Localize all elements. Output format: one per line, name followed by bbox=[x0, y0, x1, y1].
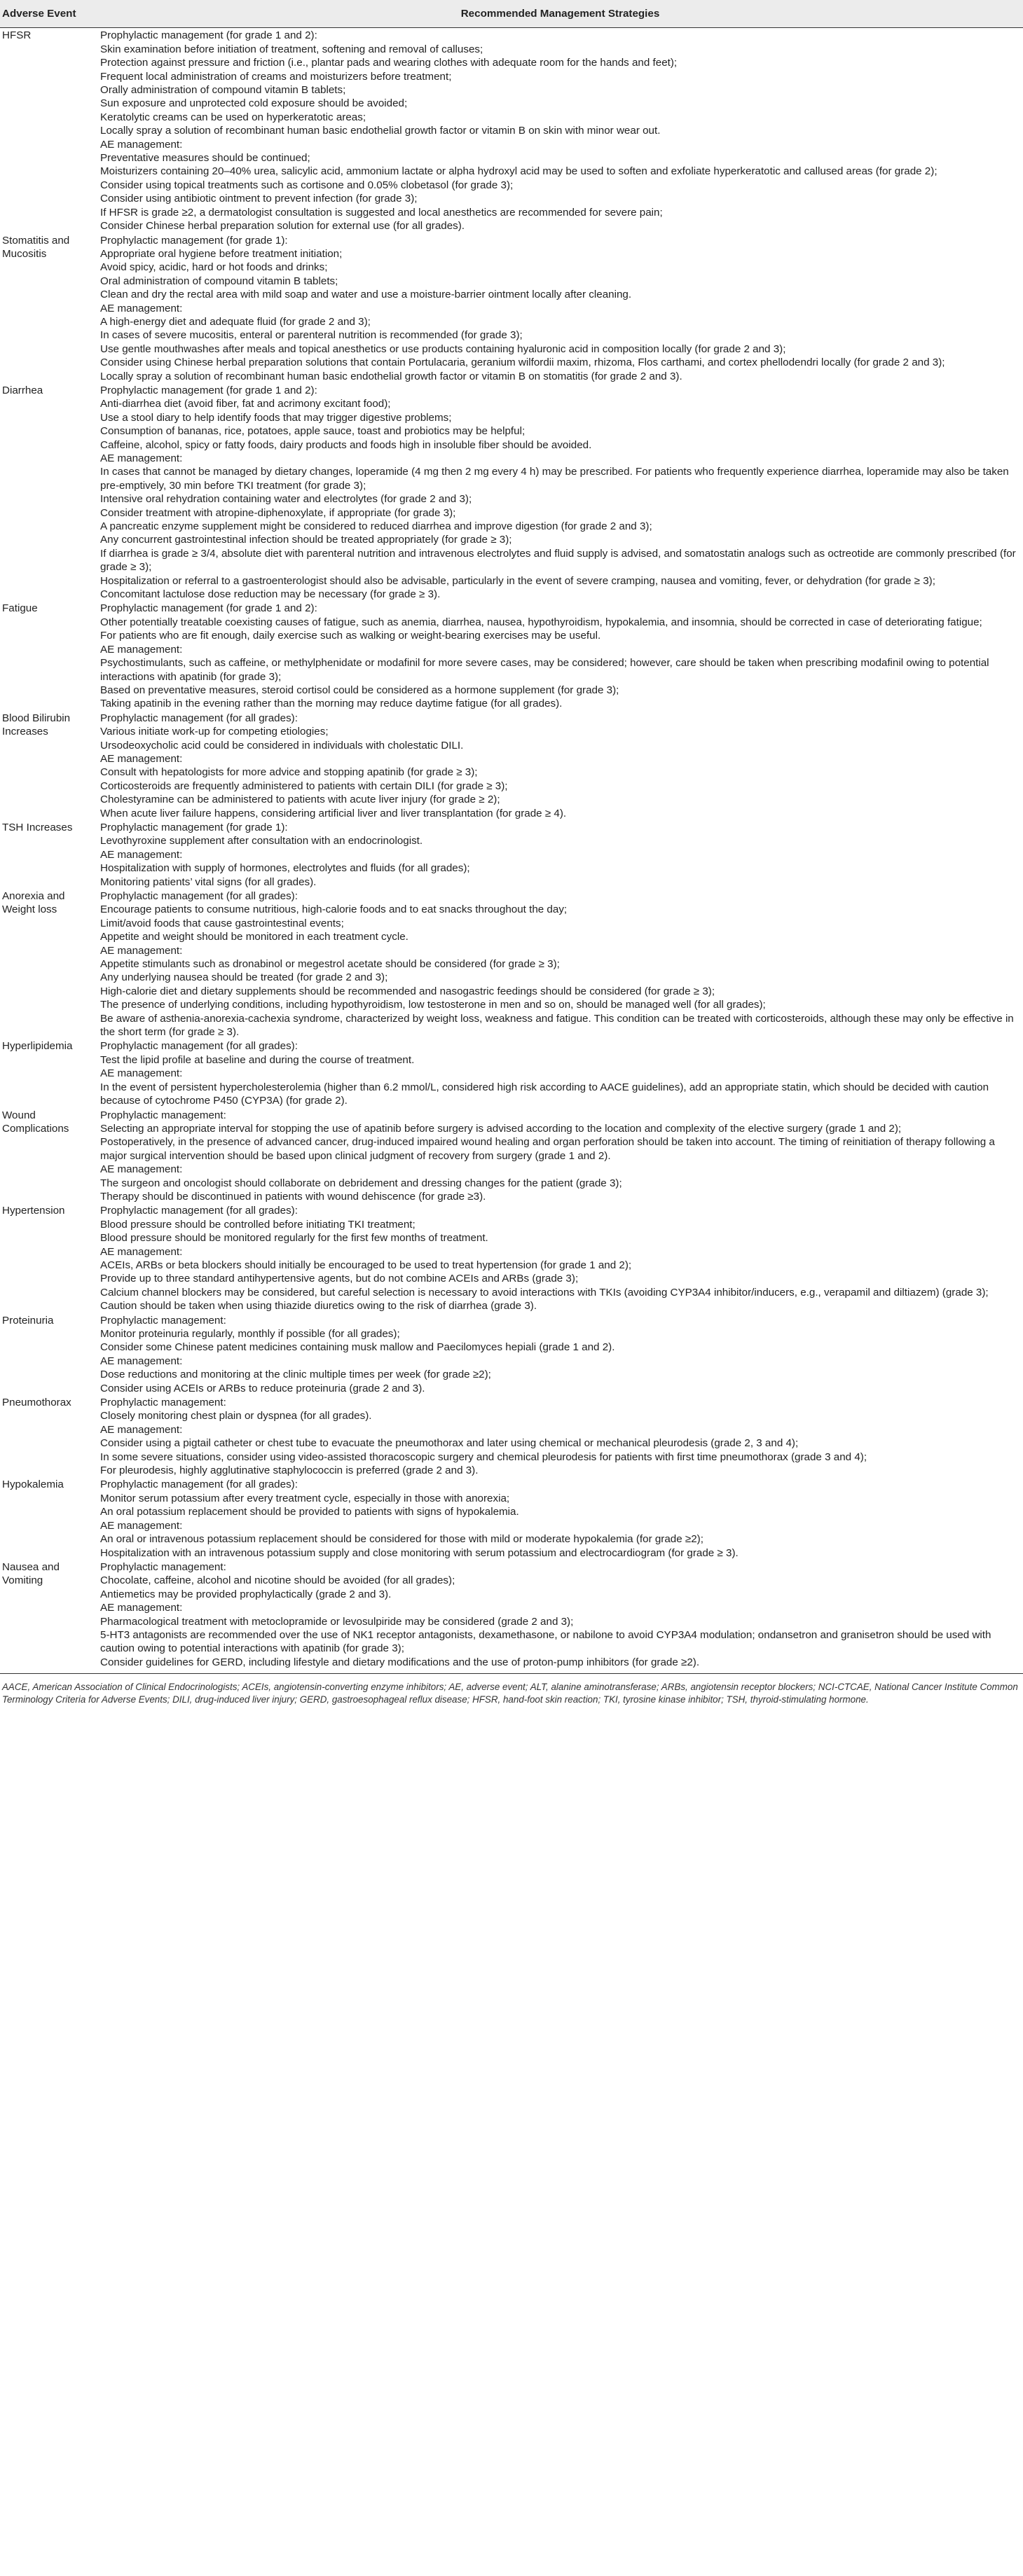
strategy-line: Appetite stimulants such as dronabinol or megestrol acetate should be considered (for grade ≥ 3); bbox=[100, 958, 560, 971]
table-row bbox=[0, 1560, 1023, 1669]
strategy-line: Consider using antibiotic ointment to prevent infection (for grade 3); bbox=[100, 193, 418, 205]
strategy-line: Protection against pressure and friction (i.e., plantar pads and wearing clothes with adequate room for the hands and feet); bbox=[100, 57, 678, 69]
strategy-line: Based on preventative measures, steroid cortisol could be considered as a hormone supplement (for grade 3); bbox=[100, 684, 619, 696]
strategy-line: Prophylactic management: bbox=[100, 1560, 226, 1573]
management-strategies bbox=[98, 1477, 1023, 1559]
table-row bbox=[0, 383, 1023, 602]
strategy-line: Use a stool diary to help identify foods that may trigger digestive problems; bbox=[100, 411, 452, 424]
table-row bbox=[0, 1039, 1023, 1107]
strategy-line: Encourage patients to consume nutritious, high-calorie foods and to eat snacks throughout the day; bbox=[100, 903, 568, 916]
strategy-line: Locally spray a solution of recombinant human basic endothelial growth factor or vitamin B on skin with minor wear out. bbox=[100, 125, 661, 137]
strategy-line: Preventative measures should be continued; bbox=[100, 152, 310, 165]
adverse-event-name: Blood Bilirubin Increases bbox=[2, 712, 71, 738]
strategy-line: Prophylactic management (for grade 1 and 2): bbox=[100, 384, 317, 396]
table-row bbox=[0, 1108, 1023, 1204]
strategy-line: Hospitalization or referral to a gastroenterologist should also be advisable, particularly in the event of severe cramping, nausea and vomiting, fever, or dehydration (for grade ≥ 3); bbox=[100, 574, 935, 587]
strategy-line: In cases of severe mucositis, enteral or parenteral nutrition is recommended (for grade 3); bbox=[100, 329, 523, 342]
strategy-line: Caffeine, alcohol, spicy or fatty foods, dairy products and foods high in insoluble fiber should be avoided. bbox=[100, 438, 592, 451]
strategy-line: Provide up to three standard antihypertensive agents, but do not combine ACEIs and ARBs (grade 3); bbox=[100, 1273, 579, 1285]
strategy-line: Hospitalization with an intravenous potassium supply and close monitoring with serum potassium and electrocardiogram (for grade ≥ 3). bbox=[100, 1546, 739, 1559]
strategy-line: Selecting an appropriate interval for stopping the use of apatinib before surgery is advised according to the location and complexity of the elective surgery (grade 1 and 2); bbox=[100, 1122, 902, 1135]
strategy-line: AE management: bbox=[100, 944, 183, 957]
management-strategies bbox=[98, 1560, 1023, 1669]
strategy-line: A high-energy diet and adequate fluid (for grade 2 and 3); bbox=[100, 315, 371, 328]
strategy-line: AE management: bbox=[100, 752, 183, 765]
table-body bbox=[0, 28, 1023, 1669]
strategy-line: Consider using ACEIs or ARBs to reduce proteinuria (grade 2 and 3). bbox=[100, 1382, 425, 1394]
strategy-line: Skin examination before initiation of treatment, softening and removal of calluses; bbox=[100, 43, 483, 55]
adverse-event-name: Stomatitis and Mucositis bbox=[2, 234, 70, 260]
strategy-line: In the event of persistent hypercholesterolemia (higher than 6.2 mmol/L, considered high risk according to AACE guidelines), add an appropriate statin, which should be decided with caution because of cytochrome P450 (CYP3A) (for grade 2). bbox=[100, 1081, 989, 1107]
strategy-line: Consult with hepatologists for more advice and stopping apatinib (for grade ≥ 3); bbox=[100, 766, 478, 779]
strategy-line: Psychostimulants, such as caffeine, or methylphenidate or modafinil for more severe cases, may be considered; however, care should be taken when prescribing modafinil owing to potential interactions with apatinib (for grade 3); bbox=[100, 657, 989, 683]
management-strategies bbox=[98, 233, 1023, 383]
management-strategies bbox=[98, 1039, 1023, 1107]
strategy-line: AE management: bbox=[100, 1067, 183, 1080]
strategy-line: AE management: bbox=[100, 643, 183, 656]
strategy-line: AE management: bbox=[100, 1423, 183, 1436]
adverse-event-name: HFSR bbox=[2, 29, 32, 42]
strategy-line: Cholestyramine can be administered to patients with acute liver injury (for grade ≥ 2); bbox=[100, 794, 500, 806]
strategy-line: High-calorie diet and dietary supplements should be recommended and nasogastric feedings should be considered (for grade ≥ 3); bbox=[100, 985, 715, 997]
header-adverse-event: Adverse Event bbox=[0, 0, 98, 28]
strategy-line: Intensive oral rehydration containing water and electrolytes (for grade 2 and 3); bbox=[100, 493, 472, 506]
strategy-line: Prophylactic management: bbox=[100, 1109, 226, 1121]
management-strategies bbox=[98, 889, 1023, 1039]
strategy-line: Closely monitoring chest plain or dyspnea (for all grades). bbox=[100, 1410, 372, 1422]
strategy-line: If diarrhea is grade ≥ 3/4, absolute diet with parenteral nutrition and intravenous electrolytes and fluid supply is advised, and somatostatin analogs such as octreotide are commonly prescribed (for grade ≥ 3); bbox=[100, 547, 1016, 574]
strategy-line: Blood pressure should be controlled before initiating TKI treatment; bbox=[100, 1218, 416, 1231]
strategy-line: Consumption of bananas, rice, potatoes, apple sauce, toast and probiotics may be helpful; bbox=[100, 425, 526, 438]
strategy-line: In cases that cannot be managed by dietary changes, loperamide (4 mg then 2 mg every 4 h) may be prescribed. For patients who frequently experience diarrhea, loperamide may also be taken pre-emptively, 30 min before TKI treatment (for grade 3); bbox=[100, 466, 1009, 492]
strategy-line: Appetite and weight should be monitored in each treatment cycle. bbox=[100, 931, 408, 943]
strategy-line: AE management: bbox=[100, 1355, 183, 1367]
table-row bbox=[0, 28, 1023, 233]
strategy-line: Moisturizers containing 20–40% urea, salicylic acid, ammonium lactate or alpha hydroxyl acid may be used to soften and exfoliate hyperkeratotic and callused areas (for grade 2); bbox=[100, 165, 938, 178]
strategy-line: AE management: bbox=[100, 138, 183, 151]
strategy-line: Any underlying nausea should be treated (for grade 2 and 3); bbox=[100, 971, 388, 984]
strategy-line: In some severe situations, consider using video-assisted thoracoscopic surgery and chemical pleurodesis for patients with first time pneumothorax (grade 3 and 4); bbox=[100, 1450, 867, 1463]
management-strategies bbox=[98, 28, 1023, 233]
table-row bbox=[0, 1203, 1023, 1313]
strategy-line: Postoperatively, in the presence of advanced cancer, drug-induced impaired wound healing and organ perforation should be taken into account. The timing of reinitiation of therapy following a major surgical intervention should be based upon clinical judgment of recovery from surgery (grade 1 and 2). bbox=[100, 1136, 995, 1162]
strategy-line: Chocolate, caffeine, alcohol and nicotine should be avoided (for all grades); bbox=[100, 1574, 455, 1587]
management-strategies bbox=[98, 601, 1023, 710]
management-strategies bbox=[98, 1395, 1023, 1477]
management-strategies bbox=[98, 711, 1023, 820]
strategy-line: Prophylactic management (for grade 1): bbox=[100, 234, 288, 247]
strategy-line: AE management: bbox=[100, 1519, 183, 1532]
adverse-event-name: Diarrhea bbox=[2, 384, 43, 396]
strategy-line: Prophylactic management (for grade 1 and 2): bbox=[100, 29, 317, 42]
adverse-event-name: Proteinuria bbox=[2, 1314, 54, 1327]
strategy-line: Dose reductions and monitoring at the clinic multiple times per week (for grade ≥2); bbox=[100, 1369, 491, 1381]
strategy-line: Avoid spicy, acidic, hard or hot foods and drinks; bbox=[100, 261, 328, 274]
strategy-line: Monitor proteinuria regularly, monthly if possible (for all grades); bbox=[100, 1328, 400, 1340]
table-footnote: AACE, American Association of Clinical Endocrinologists; ACEIs, angiotensin-converting enzyme inhibitors; AE, adverse event; ALT, alanine aminotransferase; ARBs, angiotensin receptor blockers; NCI-CTCAE, National Cancer Institute Common Terminology Criteria for Adverse Events; DILI, drug-induced liver injury; GERD, gastroesophageal reflux disease; HFSR, hand-foot skin reaction; TKI, tyrosine kinase inhibitor; TSH, thyroid-stimulating hormone. bbox=[0, 1673, 1023, 1706]
strategy-line: Test the lipid profile at baseline and during the course of treatment. bbox=[100, 1053, 415, 1066]
strategy-line: Frequent local administration of creams and moisturizers before treatment; bbox=[100, 70, 452, 83]
strategy-line: AE management: bbox=[100, 1163, 183, 1176]
strategy-line: AE management: bbox=[100, 848, 183, 861]
table-header bbox=[0, 0, 1023, 28]
strategy-line: Prophylactic management (for all grades): bbox=[100, 1479, 298, 1491]
strategy-line: Consider guidelines for GERD, including lifestyle and dietary modifications and the use of proton-pump inhibitors (for grade ≥2). bbox=[100, 1656, 700, 1668]
adverse-event-name: Nausea and Vomiting bbox=[2, 1560, 60, 1587]
strategy-line: Prophylactic management (for all grades): bbox=[100, 890, 298, 902]
strategy-line: AE management: bbox=[100, 302, 183, 314]
strategy-line: An oral potassium replacement should be provided to patients with signs of hypokalemia. bbox=[100, 1506, 519, 1518]
strategy-line: Consider using a pigtail catheter or chest tube to evacuate the pneumothorax and later using chemical or mechanical pleurodesis (grade 2, 3 and 4); bbox=[100, 1437, 799, 1450]
management-strategies bbox=[98, 383, 1023, 602]
table-row bbox=[0, 601, 1023, 710]
strategy-line: Consider Chinese herbal preparation solution for external use (for all grades). bbox=[100, 220, 465, 233]
strategy-line: Other potentially treatable coexisting causes of fatigue, such as anemia, diarrhea, nausea, hypothyroidism, hypokalemia, and insomnia, should be corrected in case of deteriorating fatigue; bbox=[100, 616, 982, 628]
management-strategies bbox=[98, 820, 1023, 889]
strategy-line: Prophylactic management: bbox=[100, 1314, 226, 1327]
strategy-line: Ursodeoxycholic acid could be considered in individuals with cholestatic DILI. bbox=[100, 739, 464, 752]
strategy-line: Prophylactic management (for grade 1): bbox=[100, 821, 288, 833]
strategy-line: Monitor serum potassium after every treatment cycle, especially in those with anorexia; bbox=[100, 1492, 510, 1504]
strategy-line: Prophylactic management (for grade 1 and 2): bbox=[100, 602, 317, 615]
strategy-line: Calcium channel blockers may be considered, but careful selection is necessary to avoid interactions with TKIs (avoiding CYP3A4 inhibitor/inducers, e.g., verapamil and diltiazem) (grade 3); bbox=[100, 1286, 989, 1299]
strategy-line: If HFSR is grade ≥2, a dermatologist consultation is suggested and local anesthetics are recommended for severe pain; bbox=[100, 206, 663, 219]
table-row bbox=[0, 889, 1023, 1039]
adverse-event-name: Anorexia and Weight loss bbox=[2, 890, 65, 916]
strategy-line: Hospitalization with supply of hormones, electrolytes and fluids (for all grades); bbox=[100, 862, 470, 875]
strategy-line: AE management: bbox=[100, 452, 183, 464]
table-row bbox=[0, 233, 1023, 383]
strategy-line: AE management: bbox=[100, 1245, 183, 1258]
strategy-line: The surgeon and oncologist should collaborate on debridement and dressing changes for the patient (grade 3); bbox=[100, 1177, 622, 1189]
adverse-event-name: Hyperlipidemia bbox=[2, 1040, 73, 1053]
strategy-line: Corticosteroids are frequently administered to patients with certain DILI (for grade ≥ 3); bbox=[100, 780, 508, 792]
strategy-line: Use gentle mouthwashes after meals and topical anesthetics or use products containing hyaluronic acid in composition locally (for grade 2 and 3); bbox=[100, 342, 786, 355]
adverse-event-name: Pneumothorax bbox=[2, 1397, 71, 1409]
strategy-line: The presence of underlying conditions, including hypothyroidism, low testosterone in men and so on, should be managed well (for all grades); bbox=[100, 999, 766, 1011]
table-row bbox=[0, 820, 1023, 889]
strategy-line: Anti-diarrhea diet (avoid fiber, fat and acrimony excitant food); bbox=[100, 398, 391, 410]
strategy-line: Caution should be taken when using thiazide diuretics owing to the risk of diarrhea (grade 3). bbox=[100, 1300, 537, 1313]
strategy-line: Limit/avoid foods that cause gastrointestinal events; bbox=[100, 917, 344, 929]
strategy-line: ACEIs, ARBs or beta blockers should initially be encouraged to be used to treat hypertension (for grade 1 and 2); bbox=[100, 1259, 632, 1271]
adverse-event-name: Wound Complications bbox=[2, 1109, 69, 1135]
table-row bbox=[0, 1313, 1023, 1395]
strategy-line: Clean and dry the rectal area with mild soap and water and use a moisture-barrier ointment locally after cleaning. bbox=[100, 289, 632, 301]
table-row bbox=[0, 1477, 1023, 1559]
strategy-line: Orally administration of compound vitamin B tablets; bbox=[100, 84, 346, 97]
strategy-line: Any concurrent gastrointestinal infection should be treated appropriately (for grade ≥ 3); bbox=[100, 534, 512, 546]
adverse-event-name: Hypertension bbox=[2, 1205, 65, 1217]
strategy-line: Consider using topical treatments such as cortisone and 0.05% clobetasol (for grade 3); bbox=[100, 179, 514, 191]
strategy-line: Prophylactic management (for all grades): bbox=[100, 712, 298, 724]
strategy-line: Antiemetics may be provided prophylactically (grade 2 and 3). bbox=[100, 1588, 392, 1600]
strategy-line: Locally spray a solution of recombinant human basic endothelial growth factor or vitamin B on stomatitis (for grade 2 and 3). bbox=[100, 370, 682, 382]
strategy-line: Concomitant lactulose dose reduction may be necessary (for grade ≥ 3). bbox=[100, 588, 441, 601]
strategy-line: Levothyroxine supplement after consultation with an endocrinologist. bbox=[100, 835, 423, 847]
adverse-event-name: Fatigue bbox=[2, 602, 38, 615]
strategy-line: Monitoring patients’ vital signs (for all grades). bbox=[100, 875, 317, 888]
strategy-line: Consider using Chinese herbal preparation solutions that contain Portulacaria, geranium wilfordii maxim, rhizoma, Flos carthami, and cortex phellodendri locally (for grade 2 and 3); bbox=[100, 356, 945, 369]
strategy-line: Pharmacological treatment with metoclopramide or levosulpiride may be considered (grade 2 and 3); bbox=[100, 1615, 574, 1628]
adverse-event-name: Hypokalemia bbox=[2, 1479, 64, 1491]
strategy-line: Be aware of asthenia-anorexia-cachexia syndrome, characterized by weight loss, weakness and fatigue. This condition can be treated with corticosteroids, although these may only be effective in the short term (for grade ≥ 3). bbox=[100, 1012, 1014, 1039]
strategy-line: Consider some Chinese patent medicines containing musk mallow and Paecilomyces hepiali (grade 1 and 2). bbox=[100, 1341, 615, 1354]
strategy-line: AE management: bbox=[100, 1602, 183, 1614]
strategy-line: For patients who are fit enough, daily exercise such as walking or weight-bearing exercises may be useful. bbox=[100, 630, 601, 642]
strategy-line: Oral administration of compound vitamin B tablets; bbox=[100, 275, 338, 287]
strategy-line: For pleurodesis, highly agglutinative staphylococcin is preferred (grade 2 and 3). bbox=[100, 1464, 479, 1477]
table-row bbox=[0, 1395, 1023, 1477]
strategy-line: Consider treatment with atropine-diphenoxylate, if appropriate (for grade 3); bbox=[100, 506, 456, 519]
header-recommended-strategies: Recommended Management Strategies bbox=[98, 0, 1023, 28]
strategy-line: Prophylactic management: bbox=[100, 1397, 226, 1409]
strategy-line: An oral or intravenous potassium replacement should be considered for those with mild or moderate hypokalemia (for grade ≥2); bbox=[100, 1533, 703, 1546]
management-strategies bbox=[98, 1313, 1023, 1395]
adverse-event-name: TSH Increases bbox=[2, 821, 73, 833]
strategy-line: Sun exposure and unprotected cold exposure should be avoided; bbox=[100, 97, 408, 110]
strategy-line: A pancreatic enzyme supplement might be considered to reduced diarrhea and improve digestion (for grade 2 and 3); bbox=[100, 520, 652, 533]
management-strategies bbox=[98, 1108, 1023, 1204]
strategy-line: Therapy should be discontinued in patients with wound dehiscence (for grade ≥3). bbox=[100, 1190, 486, 1203]
strategy-line: Taking apatinib in the evening rather than the morning may reduce daytime fatigue (for all grades). bbox=[100, 698, 563, 710]
strategy-line: Appropriate oral hygiene before treatment initiation; bbox=[100, 247, 343, 260]
strategy-line: Prophylactic management (for all grades): bbox=[100, 1040, 298, 1053]
strategy-line: Keratolytic creams can be used on hyperkeratotic areas; bbox=[100, 111, 366, 123]
strategy-line: Various initiate work-up for competing etiologies; bbox=[100, 726, 329, 738]
strategy-line: Prophylactic management (for all grades): bbox=[100, 1205, 298, 1217]
strategy-line: When acute liver failure happens, considering artificial liver and liver transplantation (for grade ≥ 4). bbox=[100, 807, 567, 819]
strategy-line: 5-HT3 antagonists are recommended over the use of NK1 receptor antagonists, dexamethasone, or nabilone to avoid CYP3A4 modulation; ondansetron and granisetron should be used with caution owing to potential interactions with apatinib (for grade 3); bbox=[100, 1628, 991, 1655]
table-row bbox=[0, 711, 1023, 820]
strategy-line: Blood pressure should be monitored regularly for the first few months of treatment. bbox=[100, 1232, 488, 1245]
management-strategies bbox=[98, 1203, 1023, 1313]
